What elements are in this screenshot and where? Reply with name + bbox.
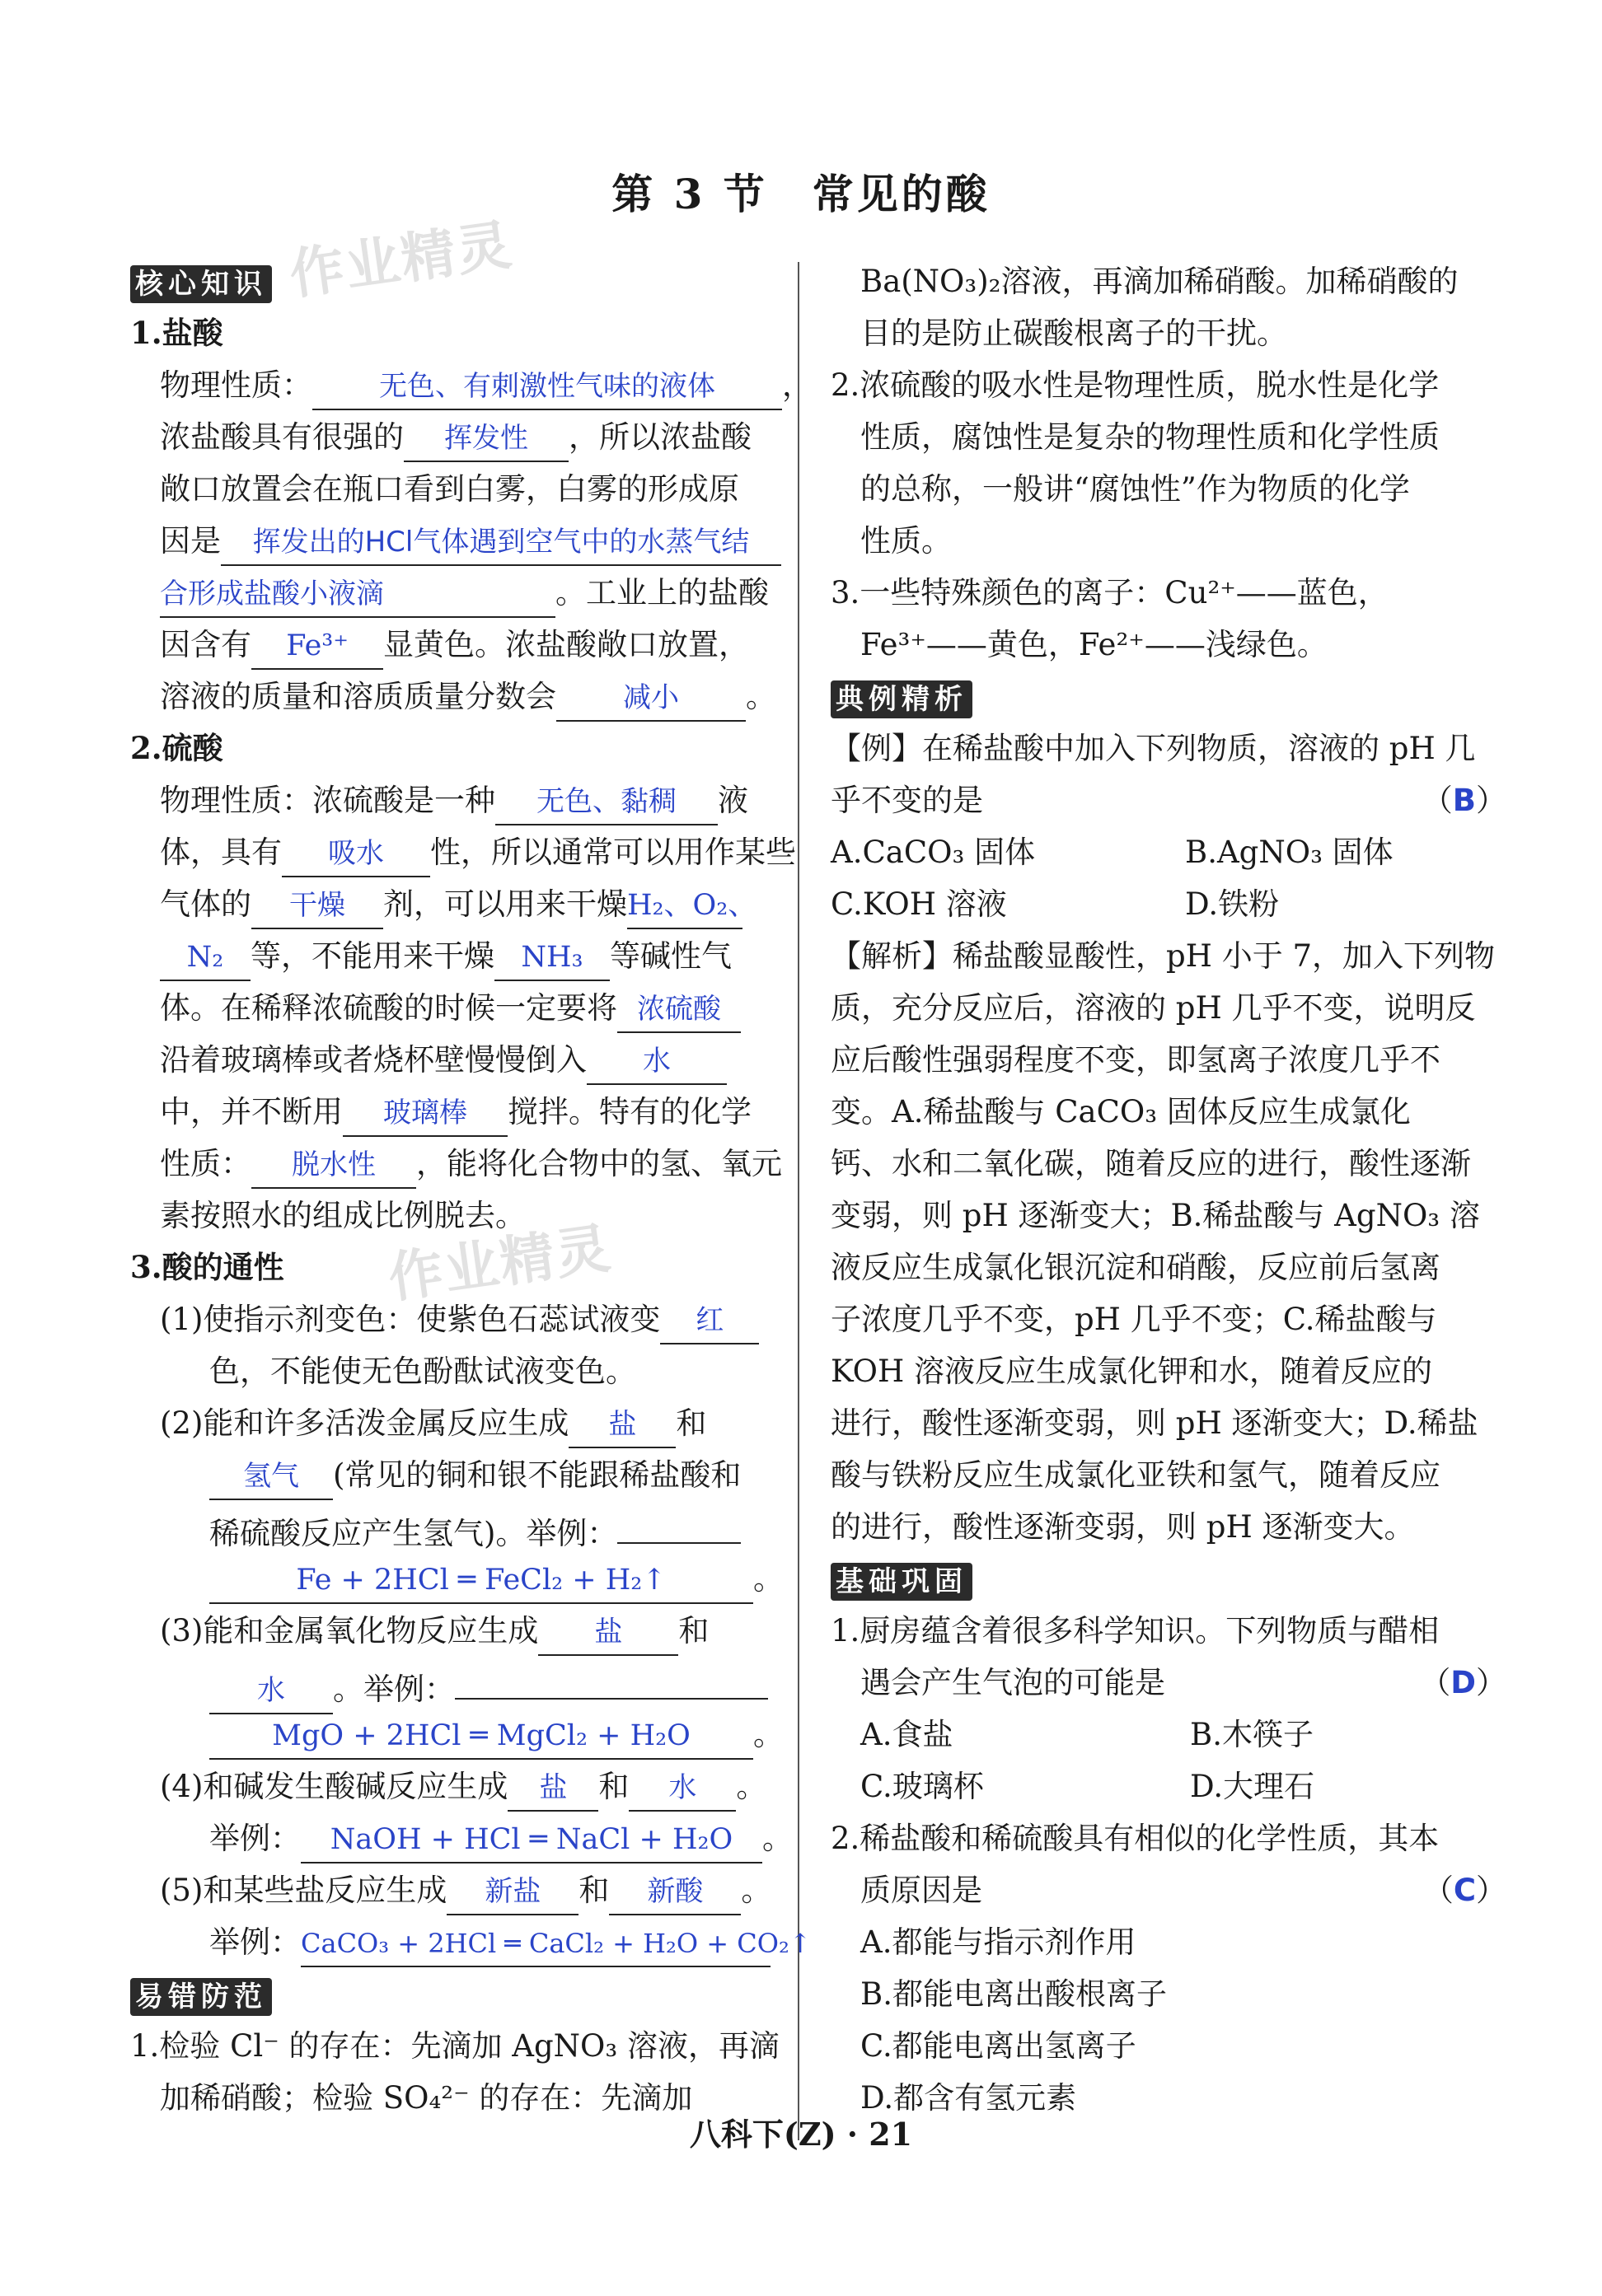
text-line: 氢气 (常见的铜和银不能跟稀盐酸和: [130, 1449, 814, 1501]
text-line: 性质： 脱水性 ，能将化合物中的氢、氧元: [130, 1138, 814, 1190]
option: B.木筷子: [1190, 1717, 1314, 1752]
option: C.都能电离出氢离子: [860, 2028, 1136, 2064]
h2so4-heading: 2.硫酸: [130, 730, 223, 766]
text-line: 溶液的质量和溶质质量分数会 减小 。: [130, 671, 814, 722]
answer: C: [1453, 1873, 1476, 1908]
answer: Fe³⁺: [286, 629, 349, 662]
answer: B: [1452, 783, 1476, 818]
text-line: 举例： NaOH + HCl ═ NaCl + H₂O 。: [130, 1812, 814, 1864]
option: A.都能与指示剂作用: [860, 1924, 1136, 1960]
text-line: 因含有 Fe³⁺ 显黄色。浓盐酸敞口放置，: [130, 619, 814, 671]
equation: CaCO₃ + 2HCl ═ CaCl₂ + H₂O + CO₂↑: [301, 1928, 812, 1959]
answer: 盐: [594, 1616, 623, 1648]
text-line: 沿着玻璃棒或者烧杯壁慢慢倒入 水: [130, 1034, 814, 1086]
options-row: [831, 878, 1515, 930]
page-title: 第 3 节 常见的酸: [611, 170, 991, 218]
hcl-heading: 1.盐酸: [130, 315, 223, 351]
section-tag-example: 典例精析: [831, 680, 972, 718]
text-line: 中，并不断用 玻璃棒 搅拌。特有的化学: [130, 1086, 814, 1138]
answer-bracket: （B）: [1422, 783, 1506, 818]
right-column: [831, 255, 1515, 2124]
text-line: 气体的 干燥 剂，可以用来干燥H₂、O₂、: [130, 878, 814, 930]
equation: MgO + 2HCl ═ MgCl₂ + H₂O: [272, 1719, 691, 1752]
text-line: 敞口放置会在瓶口看到白雾，白雾的形成原: [160, 471, 739, 507]
text-line: 水 。举例：: [130, 1657, 814, 1709]
options-row: [831, 826, 1515, 878]
answer: 红: [696, 1304, 724, 1337]
options-row: [831, 1761, 1515, 1812]
answer: 无色、黏稠: [536, 785, 677, 818]
text-line: 色，不能使无色酚酞试液变色。: [209, 1354, 636, 1389]
text-line: 进行，酸性逐渐变弱，则 pH 逐渐变大；D.稀盐: [831, 1405, 1478, 1441]
text-line: 1.检验 Cl⁻ 的存在：先滴加 AgNO₃ 溶液，再滴: [130, 2028, 780, 2064]
text-line: Ba(NO₃)₂溶液，再滴加稀硝酸。加稀硝酸的: [860, 264, 1459, 299]
text-line: 性质。: [860, 523, 952, 559]
text-line: 钙、水和二氧化碳，随着反应的进行，酸性逐渐: [831, 1146, 1471, 1181]
watermark: 作业精灵: [384, 1216, 616, 1311]
text-line: 浓盐酸具有很强的 挥发性 ，所以浓盐酸: [130, 411, 814, 463]
answer: 新酸: [647, 1875, 704, 1908]
option: A.食盐: [860, 1717, 953, 1752]
text-line: 质原因是 （C）: [831, 1864, 1515, 1916]
equation: Fe + 2HCl ═ FeCl₂ + H₂↑: [296, 1564, 667, 1597]
answer: 水: [668, 1771, 697, 1804]
text-line: Fe³⁺——黄色，Fe²⁺——浅绿色。: [860, 627, 1328, 662]
text-line: 应后酸性强弱程度不变，即氢离子浓度几乎不: [831, 1042, 1440, 1078]
answer: 挥发出的HCl气体遇到空气中的水蒸气结: [252, 526, 750, 559]
answer: 水: [257, 1674, 285, 1707]
text-line: 2.浓硫酸的吸水性是物理性质，脱水性是化学: [831, 367, 1440, 403]
text-line: MgO + 2HCl ═ MgCl₂ + H₂O 。: [130, 1709, 814, 1761]
text-line: 性质，腐蚀性是复杂的物理性质和化学性质: [860, 419, 1440, 455]
answer: 浓硫酸: [637, 993, 721, 1026]
answer: 干燥: [289, 889, 345, 922]
option: D.铁粉: [1185, 886, 1280, 922]
text-line: 乎不变的是 （B）: [831, 774, 1515, 826]
text-line: 素按照水的组成比例脱去。: [160, 1198, 526, 1233]
text-line: 1.厨房蕴含着很多科学知识。下列物质与醋相: [831, 1613, 1440, 1648]
answer: 水: [643, 1045, 671, 1078]
answer: NH₃: [521, 941, 583, 974]
text-line: 3.一些特殊颜色的离子：Cu²⁺——蓝色，: [831, 575, 1389, 610]
answer: H₂、O₂、: [627, 889, 757, 922]
answer: 脱水性: [292, 1148, 376, 1181]
text-line: 体。在稀释浓硫酸的时候一定要将 浓硫酸: [130, 982, 814, 1034]
text-line: (5)和某些盐反应生成 新盐 和 新酸 。: [130, 1864, 814, 1916]
text-line: 子浓度几乎不变，pH 几乎不变；C.稀盐酸与: [831, 1302, 1437, 1337]
option: D.都含有氢元素: [860, 2080, 1077, 2116]
common-heading: 3.酸的通性: [130, 1249, 284, 1285]
answer: 新盐: [485, 1875, 541, 1908]
answer: D: [1450, 1665, 1476, 1700]
text-line: 目的是防止碳酸根离子的干扰。: [860, 316, 1287, 351]
text-line: 体，具有 吸水 性，所以通常可以用作某些: [130, 826, 814, 878]
text-line: (1)使指示剂变色：使紫色石蕊试液变 红: [130, 1293, 814, 1345]
text-line: 加稀硝酸；检验 SO₄²⁻ 的存在：先滴加: [160, 2080, 693, 2116]
text-line: 举例：CaCO₃ + 2HCl ═ CaCl₂ + H₂O + CO₂↑: [130, 1916, 814, 1968]
text-line: 变弱，则 pH 逐渐变大；B.稀盐酸与 AgNO₃ 溶: [831, 1198, 1480, 1233]
watermark: 作业精灵: [285, 213, 517, 307]
page-footer: 八科下(Z) · 21: [689, 2116, 913, 2153]
answer: N₂: [186, 941, 224, 974]
text-line: 遇会产生气泡的可能是 （D）: [831, 1657, 1515, 1709]
text-line: 的进行，酸性逐渐变弱，则 pH 逐渐变大。: [831, 1509, 1415, 1545]
answer: 减小: [623, 681, 679, 714]
text-line: 【例】在稀盐酸中加入下列物质，溶液的 pH 几: [831, 731, 1476, 766]
text-line: (4)和碱发生酸碱反应生成 盐 和 水 。: [130, 1761, 814, 1812]
equation: NaOH + HCl ═ NaCl + H₂O: [330, 1823, 733, 1856]
text-line: 因是 挥发出的HCl气体遇到空气中的水蒸气结: [130, 515, 814, 567]
text-line: 变。A.稀盐酸与 CaCO₃ 固体反应生成氯化: [831, 1094, 1411, 1129]
answer: 盐: [539, 1771, 568, 1804]
option: C.KOH 溶液: [831, 886, 1007, 922]
section-tag-basics: 基础巩固: [831, 1563, 972, 1601]
text-line: 稀硫酸反应产生氢气)。举例：: [130, 1501, 814, 1553]
text-line: 2.稀盐酸和稀硫酸具有相似的化学性质，其本: [831, 1821, 1440, 1856]
option: D.大理石: [1190, 1769, 1315, 1804]
text-line: (2)能和许多活泼金属反应生成 盐 和: [130, 1397, 814, 1449]
answer-bracket: （C）: [1422, 1873, 1506, 1908]
answer: 玻璃棒: [383, 1097, 467, 1129]
option: B.都能电离出酸根离子: [860, 1976, 1167, 2012]
text-line: 的总称，一般讲“腐蚀性”作为物质的化学: [860, 471, 1410, 507]
section-tag-core: 核心知识: [130, 265, 272, 303]
text-line: N₂ 等，不能用来干燥 NH₃ 等碱性气: [130, 930, 814, 982]
text-line: 【解析】稀盐酸显酸性，pH 小于 7，加入下列物: [831, 938, 1496, 974]
answer: 氢气: [243, 1460, 299, 1493]
text-line: Fe + 2HCl ═ FeCl₂ + H₂↑ 。: [130, 1553, 814, 1605]
answer: 盐: [608, 1408, 637, 1441]
text-line: 质，充分反应后，溶液的 pH 几乎不变，说明反: [831, 990, 1476, 1026]
text-line: KOH 溶液反应生成氯化钾和水，随着反应的: [831, 1354, 1433, 1389]
answer-bracket: （D）: [1420, 1665, 1506, 1700]
option: A.CaCO₃ 固体: [831, 835, 1036, 870]
text-line: 酸与铁粉反应生成氯化亚铁和氢气，随着反应: [831, 1457, 1440, 1493]
answer: 挥发性: [444, 422, 528, 455]
text-line: 液反应生成氯化银沉淀和硝酸，反应前后氢离: [831, 1250, 1440, 1285]
left-column: [130, 255, 814, 2124]
text-line: 合形成盐酸小液滴 。工业上的盐酸: [130, 567, 814, 619]
text-line: (3)能和金属氧化物反应生成 盐 和: [130, 1605, 814, 1657]
answer: 无色、有刺激性气味的液体: [379, 370, 715, 403]
option: B.AgNO₃ 固体: [1185, 835, 1394, 870]
options-row: [831, 1709, 1515, 1761]
option: C.玻璃杯: [860, 1769, 984, 1804]
answer: 合形成盐酸小液滴: [160, 578, 384, 610]
answer: 吸水: [328, 837, 384, 870]
text-line: 物理性质： 无色、有刺激性气味的液体 ，: [130, 359, 814, 411]
text-line: 物理性质：浓硫酸是一种 无色、黏稠 液: [130, 774, 814, 826]
section-tag-mistakes: 易错防范: [130, 1978, 272, 2016]
